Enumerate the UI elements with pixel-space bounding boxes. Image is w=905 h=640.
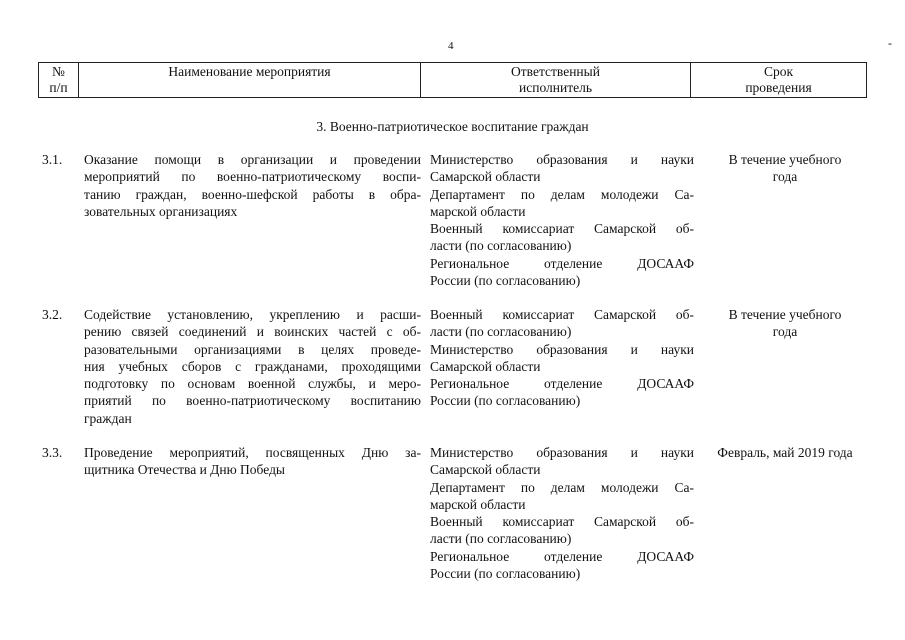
row-number: 3.3.	[42, 445, 63, 460]
text-line: ласти (по согласованию)	[430, 324, 572, 340]
row-term	[700, 306, 870, 341]
text-line: Региональное отделение ДОСААФ	[430, 255, 694, 271]
header-col-responsible	[421, 63, 691, 98]
row-term	[700, 151, 870, 186]
text-line: Самарской области	[430, 169, 541, 185]
text-line: подготовку по основам военной службы, и меро-	[84, 376, 421, 392]
header-responsible-line1: Ответственный	[511, 64, 600, 79]
text-line: Военный комиссариат Самарской об-	[430, 514, 694, 530]
header-number-line1: №	[52, 64, 65, 79]
header-col-number	[39, 63, 79, 98]
row-event-name	[84, 444, 421, 479]
text-line: Оказание помощи в организации и проведении	[84, 152, 421, 167]
text-line: щитника Отечества и Дню Победы	[84, 462, 286, 478]
text-line: Военный комиссариат Самарской об-	[430, 221, 694, 237]
header-term-line1: Срок	[763, 64, 794, 79]
text-line: ния учебных сборов с гражданами, проходящими	[84, 358, 421, 374]
row-term	[700, 444, 870, 461]
text-line: Февраль, май 2019 года	[717, 445, 853, 460]
text-line: В течение учебного	[728, 307, 842, 322]
text-line: мероприятий по военно-патриотическому воспи-	[84, 169, 421, 185]
text-line: года	[772, 324, 798, 340]
page-number: 4	[448, 40, 454, 52]
header-responsible-line2: исполнитель	[519, 80, 592, 95]
row-event-name	[84, 151, 421, 220]
section-title: 3. Военно-патриотическое воспитание граждан	[316, 119, 589, 134]
text-line: зовательных организациях	[84, 203, 238, 219]
text-line: рению связей соединений и воинских частей с об-	[84, 324, 421, 340]
text-line: Министерство образования и науки	[430, 341, 694, 357]
text-line: Содействие установлению, укреплению и расши-	[84, 307, 421, 322]
row-responsible	[430, 444, 694, 582]
text-line: Министерство образования и науки	[430, 445, 694, 460]
text-line: приятий по военно-патриотическому воспитанию	[84, 393, 421, 409]
row-number: 3.1.	[42, 152, 63, 167]
text-line: Региональное отделение ДОСААФ	[430, 548, 694, 564]
text-line: Военный комиссариат Самарской об-	[430, 307, 694, 322]
text-line: России (по согласованию)	[430, 393, 581, 409]
header-col-name	[79, 63, 421, 98]
row-responsible	[430, 151, 694, 289]
text-line: России (по согласованию)	[430, 566, 581, 582]
header-col-term	[691, 63, 867, 98]
text-line: Самарской области	[430, 358, 541, 374]
text-line: Департамент по делам молодежи Са-	[430, 186, 694, 202]
table-header	[38, 62, 867, 98]
text-line: Региональное отделение ДОСААФ	[430, 376, 694, 392]
text-line: Проведение мероприятий, посвященных Дню за-	[84, 445, 421, 460]
text-line: Министерство образования и науки	[430, 152, 694, 167]
header-name-label: Наименование мероприятия	[168, 64, 331, 79]
text-line: Департамент по делам молодежи Са-	[430, 479, 694, 495]
header-number-line2: п/п	[49, 80, 68, 95]
text-line: разовательными организациями в целях проведе-	[84, 341, 421, 357]
text-line: танию граждан, военно-шефской работы в обра-	[84, 186, 421, 202]
text-line: ласти (по согласованию)	[430, 238, 572, 254]
row-responsible	[430, 306, 694, 410]
header-term-line2: проведения	[745, 80, 812, 95]
text-line: ласти (по согласованию)	[430, 531, 572, 547]
text-line: граждан	[84, 410, 132, 426]
text-line: России (по согласованию)	[430, 273, 581, 289]
text-line: В течение учебного	[728, 152, 842, 167]
text-line: марской области	[430, 203, 526, 219]
text-line: года	[772, 169, 798, 185]
text-line: Самарской области	[430, 462, 541, 478]
row-number: 3.2.	[42, 307, 63, 322]
corner-mark: -	[888, 36, 892, 50]
row-event-name	[84, 306, 421, 427]
text-line: марской области	[430, 496, 526, 512]
